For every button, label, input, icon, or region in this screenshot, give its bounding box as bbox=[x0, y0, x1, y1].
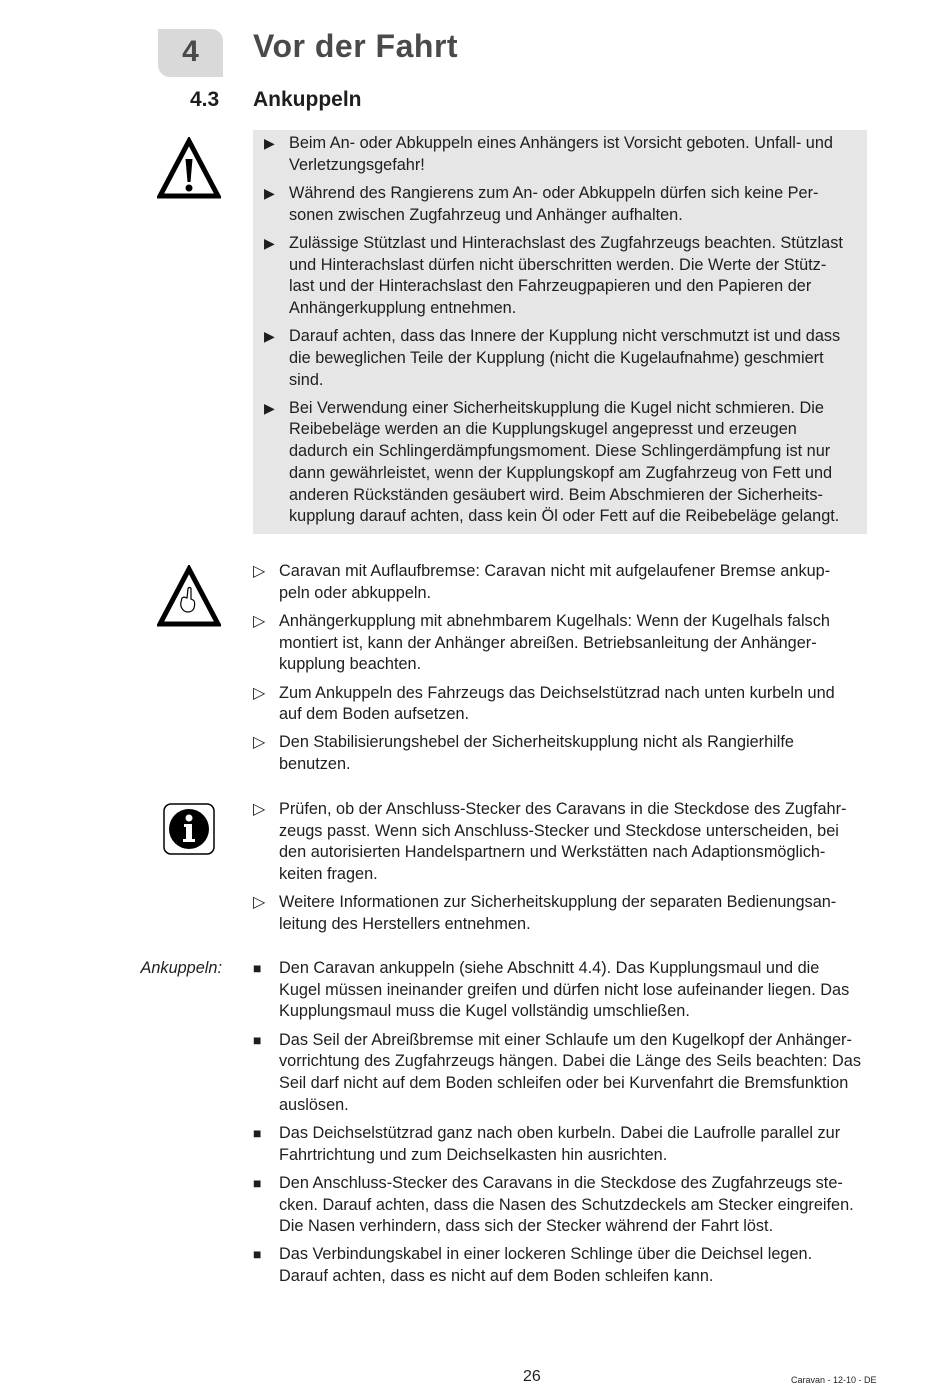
text-line: leitung des Herstellers entnehmen. bbox=[279, 915, 531, 934]
list-item bbox=[253, 1123, 861, 1166]
info-list bbox=[253, 799, 846, 942]
outline-triangle-bullet-icon: ▷ bbox=[253, 801, 266, 818]
text-line: zeugs passt. Wenn sich Anschluss-Stecker und Steckdose unterscheiden, bei bbox=[279, 821, 839, 840]
caution-list bbox=[253, 561, 835, 782]
list-item bbox=[253, 892, 846, 935]
steps-list bbox=[253, 958, 861, 1294]
list-item bbox=[253, 611, 835, 676]
text-line: keiten fragen. bbox=[279, 865, 378, 884]
text-line: Anhängerkupplung entnehmen. bbox=[289, 298, 517, 317]
text-line: Während des Rangierens zum An- oder Abkuppeln dürfen sich keine Per- bbox=[289, 183, 819, 202]
text-line: sonen zwischen Zugfahrzeug und Anhänger aufhalten. bbox=[289, 205, 683, 224]
outline-triangle-bullet-icon: ▷ bbox=[253, 684, 266, 702]
text-line: Verletzungsgefahr! bbox=[289, 155, 425, 174]
outline-triangle-bullet-icon: ▷ bbox=[253, 612, 266, 630]
text-line: dadurch ein Schlingerdämpfungsmoment. Diese Schlingerdämpfung ist nur bbox=[289, 442, 831, 461]
list-item bbox=[253, 1173, 861, 1238]
text-line: die beweglichen Teile der Kupplung (nicht die Kugelaufnahme) geschmiert bbox=[289, 348, 824, 367]
warning-list bbox=[264, 133, 843, 534]
filled-triangle-bullet-icon: ▶ bbox=[264, 184, 275, 201]
list-item bbox=[253, 1030, 861, 1117]
filled-triangle-bullet-icon: ▶ bbox=[264, 399, 275, 416]
chapter-number: 4 bbox=[158, 29, 223, 77]
text-line: Das Deichselstützrad ganz nach oben kurbeln. Dabei die Laufrolle parallel zur bbox=[279, 1123, 841, 1142]
filled-triangle-bullet-icon: ▶ bbox=[264, 234, 275, 251]
text-line: Bei Verwendung einer Sicherheitskupplung die Kugel nicht schmieren. Die bbox=[289, 398, 824, 417]
text-line: Den Stabilisierungshebel der Sicherheitskupplung nicht als Rangierhilfe bbox=[279, 733, 794, 752]
section-title: Ankuppeln bbox=[253, 88, 362, 111]
outline-triangle-bullet-icon: ▷ bbox=[253, 563, 266, 580]
text-line: montiert ist, kann der Anhänger abreißen. Betriebsanleitung der Anhänger- bbox=[279, 633, 817, 652]
square-bullet-icon: ■ bbox=[253, 1174, 262, 1191]
list-item bbox=[264, 183, 843, 226]
info-icon bbox=[163, 803, 215, 855]
square-bullet-icon: ■ bbox=[253, 1246, 262, 1263]
steps-label: Ankuppeln: bbox=[140, 959, 222, 977]
chapter-title: Vor der Fahrt bbox=[253, 28, 459, 64]
list-item bbox=[253, 561, 835, 604]
list-item bbox=[264, 233, 843, 320]
text-line: Darauf achten, dass es nicht auf dem Boden schleifen kann. bbox=[279, 1267, 714, 1286]
text-line: Prüfen, ob der Anschluss-Stecker des Caravans in die Steckdose des Zugfahr- bbox=[279, 800, 847, 818]
text-line: Darauf achten, dass das Innere der Kupplung nicht verschmutzt ist und dass bbox=[289, 327, 841, 346]
outline-triangle-bullet-icon: ▷ bbox=[253, 894, 266, 912]
list-item bbox=[253, 1244, 861, 1287]
text-line: und Hinterachslast dürfen nicht überschritten werden. Die Werte der Stütz- bbox=[289, 255, 827, 274]
text-line: sind. bbox=[289, 370, 324, 389]
text-line: cken. Darauf achten, dass die Nasen des Schutzdeckels am Stecker eingreifen. bbox=[279, 1195, 854, 1214]
text-line: last und der Hinterachslast den Fahrzeugpapieren und den Papieren der bbox=[289, 277, 812, 296]
outline-triangle-bullet-icon: ▷ bbox=[253, 734, 266, 752]
square-bullet-icon: ■ bbox=[253, 1124, 262, 1141]
text-line: peln oder abkuppeln. bbox=[279, 583, 432, 602]
filled-triangle-bullet-icon: ▶ bbox=[264, 328, 275, 345]
square-bullet-icon: ■ bbox=[253, 1031, 262, 1048]
text-line: den autorisierten Handelspartnern und Werkstätten nach Adaptionsmöglich- bbox=[279, 843, 826, 862]
text-line: Zum Ankuppeln des Fahrzeugs das Deichselstützrad nach unten kurbeln und bbox=[279, 683, 835, 702]
list-item bbox=[264, 326, 843, 391]
text-line: Reibebeläge werden an die Kupplungskugel angepresst und erzeugen bbox=[289, 420, 797, 439]
text-line: Die Nasen verhindern, dass sich der Stecker während der Fahrt löst. bbox=[279, 1217, 774, 1236]
text-line: Kupplungsmaul muss die Kugel vollständig umschließen. bbox=[279, 1002, 690, 1021]
text-line: vorrichtung des Zugfahrzeugs hängen. Dabei die Länge des Seils beachten: Das bbox=[279, 1052, 861, 1071]
page-number: 26 bbox=[523, 1368, 541, 1385]
list-item bbox=[264, 133, 843, 176]
text-line: auslösen. bbox=[279, 1095, 349, 1114]
text-line: benutzen. bbox=[279, 755, 351, 774]
text-line: Anhängerkupplung mit abnehmbarem Kugelhals: Wenn der Kugelhals falsch bbox=[279, 611, 830, 630]
text-line: auf dem Boden aufsetzen. bbox=[279, 705, 470, 724]
filled-triangle-bullet-icon: ▶ bbox=[264, 135, 275, 151]
text-line: Den Anschluss-Stecker des Caravans in die Steckdose des Zugfahrzeugs ste- bbox=[279, 1173, 843, 1192]
warning-exclamation-icon bbox=[157, 137, 221, 199]
list-item bbox=[253, 683, 835, 726]
list-item bbox=[253, 958, 861, 1023]
text-line: anderen Rückständen gesäubert wird. Beim Abschmieren der Sicherheits- bbox=[289, 485, 823, 504]
square-bullet-icon: ■ bbox=[253, 960, 262, 976]
text-line: Beim An- oder Abkuppeln eines Anhängers ist Vorsicht geboten. Unfall- und bbox=[289, 134, 833, 152]
text-line: Weitere Informationen zur Sicherheitskupplung der separaten Bedienungsan- bbox=[279, 893, 837, 912]
list-item bbox=[264, 398, 843, 528]
text-line: Das Verbindungskabel in einer lockeren Schlinge über die Deichsel legen. bbox=[279, 1245, 813, 1264]
section-number: 4.3 bbox=[190, 88, 220, 111]
caution-hand-icon bbox=[157, 565, 221, 627]
list-item bbox=[253, 732, 835, 775]
document-id: Caravan - 12-10 - DE bbox=[791, 1375, 877, 1385]
text-line: Den Caravan ankuppeln (siehe Abschnitt 4.4). Das Kupplungsmaul und die bbox=[279, 959, 820, 977]
text-line: Fahrtrichtung und zum Deichselkasten hin ausrichten. bbox=[279, 1145, 668, 1164]
text-line: Zulässige Stützlast und Hinterachslast des Zugfahrzeugs beachten. Stützlast bbox=[289, 233, 843, 252]
text-line: kupplung beachten. bbox=[279, 655, 422, 674]
text-line: dann gewährleistet, wenn der Kupplungskopf am Zugfahrzeug von Fett und bbox=[289, 463, 833, 482]
list-item bbox=[253, 799, 846, 886]
text-line: Seil darf nicht auf dem Boden schleifen oder bei Kurvenfahrt die Bremsfunktion bbox=[279, 1074, 849, 1093]
text-line: kupplung darauf achten, dass kein Öl oder Fett auf die Reibebeläge gelangt. bbox=[289, 507, 840, 526]
text-line: Das Seil der Abreißbremse mit einer Schlaufe um den Kugelkopf der Anhänger- bbox=[279, 1030, 852, 1049]
text-line: Caravan mit Auflaufbremse: Caravan nicht mit aufgelaufener Bremse ankup- bbox=[279, 562, 831, 580]
text-line: Kugel müssen ineinander greifen und dürfen nicht lose aufeinander liegen. Das bbox=[279, 980, 850, 999]
